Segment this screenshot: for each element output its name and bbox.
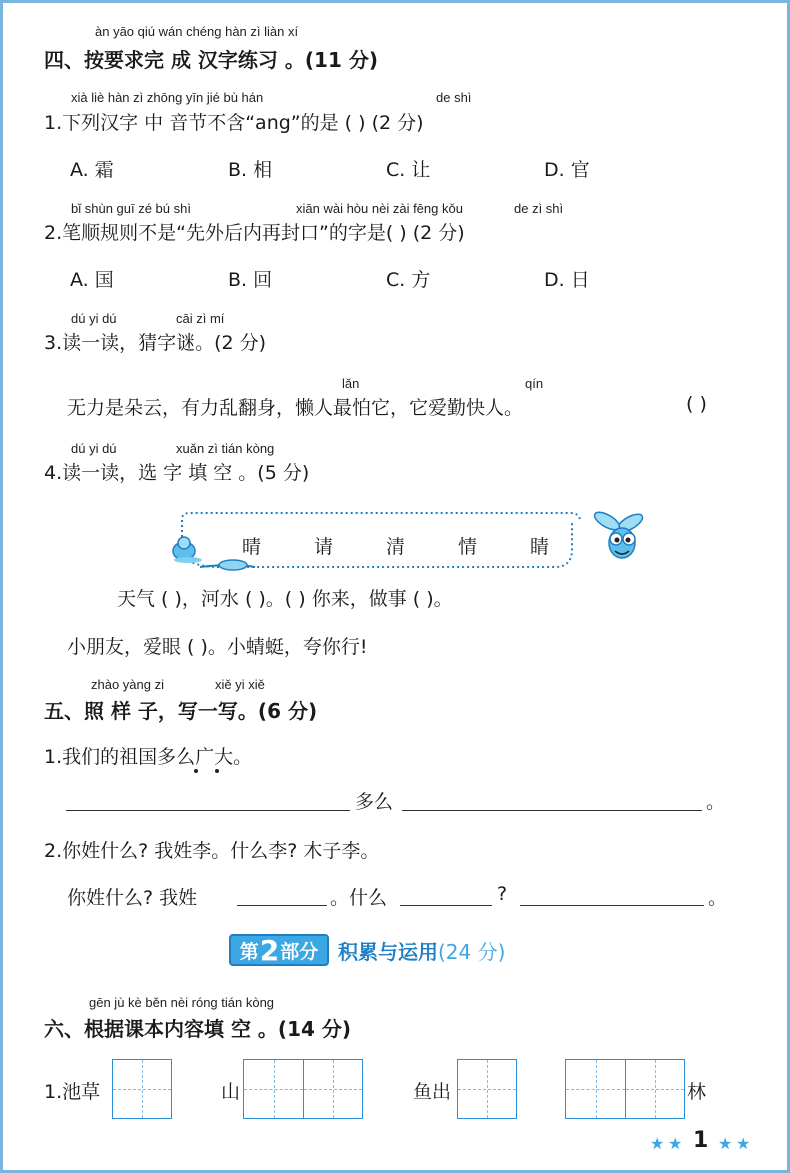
example-sentence: 2.你姓什么? 我姓李。什么李? 木子李。 <box>44 840 380 862</box>
dragonfly-icon <box>592 509 645 558</box>
option-b: B. 回 <box>228 269 273 291</box>
star-icon: ★ <box>650 1134 665 1153</box>
question-2: 2.笔顺规则不是“先外后内再封口”的字是( ) (2 分) <box>44 222 465 244</box>
fill-line-2[interactable]: 小朋友，爱眼 ( )。小蜻蜓，夸你行! <box>67 636 368 658</box>
option-c: C. 让 <box>386 159 431 181</box>
section-4-title: 四、按要求完 成 汉字练习 。(11 分) <box>44 48 378 72</box>
question-text: 1.池草 <box>44 1081 101 1103</box>
pinyin: zhào yàng zi <box>91 677 164 692</box>
example-sentence: 1.我们的祖国多么广大。 <box>44 746 253 768</box>
pinyin: gēn jù kè běn nèi róng tián kòng <box>89 995 275 1010</box>
part-score: (24 分) <box>438 940 506 964</box>
writing-grid[interactable] <box>565 1059 685 1119</box>
star-icon: ★ <box>668 1134 683 1153</box>
choice-word: 请 <box>314 536 334 558</box>
pinyin: dú yi dú <box>71 311 117 326</box>
writing-grid[interactable] <box>457 1059 517 1119</box>
question-text: 林 <box>687 1081 707 1103</box>
question-text: 山 <box>221 1081 241 1103</box>
pinyin: dú yi dú <box>71 441 117 456</box>
part-suffix: 部分 <box>280 940 319 963</box>
choice-word: 清 <box>386 536 406 558</box>
prompt-text: 。什么 <box>330 887 388 909</box>
pinyin: xià liè hàn zì zhōng yīn jié bù hán <box>71 90 264 105</box>
part-number: 2 <box>259 933 280 967</box>
option-d: D. 官 <box>544 159 590 181</box>
star-icon: ★ <box>736 1134 751 1153</box>
choice-word: 睛 <box>530 536 550 558</box>
option-c: C. 方 <box>386 269 431 291</box>
part-title-text: 积累与运用 <box>338 940 438 964</box>
answer-blank[interactable]: ( ) <box>686 393 707 415</box>
star-icon: ★ <box>718 1134 733 1153</box>
option-a: A. 国 <box>70 269 114 291</box>
writing-grid[interactable] <box>243 1059 363 1119</box>
pinyin: àn yāo qiú wán chéng hàn zì liàn xí <box>95 24 299 39</box>
answer-line[interactable] <box>402 810 702 811</box>
answer-line[interactable] <box>237 905 327 906</box>
period: 。 <box>706 791 726 813</box>
pinyin: xiě yi xiě <box>215 677 265 692</box>
answer-line[interactable] <box>520 905 704 906</box>
choice-word: 晴 <box>242 536 262 558</box>
section-5-title: 五、照 样 子，写一写。(6 分) <box>44 699 318 723</box>
part-badge <box>229 934 329 966</box>
option-b: B. 相 <box>228 159 273 181</box>
keyword: 多么 <box>355 791 394 813</box>
pinyin: lǎn <box>342 376 360 391</box>
writing-grid[interactable] <box>112 1059 172 1119</box>
question-1: 1.下列汉字 中 音节不含“ang”的是 ( ) (2 分) <box>44 112 424 134</box>
pinyin: de zì shì <box>514 201 564 216</box>
period: 。 <box>708 887 728 909</box>
question-4: 4.读一读，选 字 填 空 。(5 分) <box>44 462 310 484</box>
page-number: 1 <box>693 1128 709 1153</box>
answer-line[interactable] <box>66 810 350 811</box>
prompt-text: ? <box>497 883 508 905</box>
section-6-title: 六、根据课本内容填 空 。(14 分) <box>44 1017 352 1041</box>
part-title <box>338 936 505 965</box>
fill-line-1[interactable]: 天气 ( )，河水 ( )。( ) 你来，做事 ( )。 <box>117 588 453 610</box>
pinyin: de shì <box>436 90 472 105</box>
pinyin: cāi zì mí <box>176 311 225 326</box>
pinyin: xuǎn zì tián kòng <box>176 441 275 456</box>
pinyin: xiān wài hòu nèi zài fēng kǒu <box>296 201 463 216</box>
prompt-text: 你姓什么? 我姓 <box>67 887 198 909</box>
option-d: D. 日 <box>544 269 590 291</box>
option-a: A. 霜 <box>70 159 114 181</box>
question-3: 3.读一读，猜字谜。(2 分) <box>44 332 267 354</box>
choice-word: 情 <box>458 536 478 558</box>
answer-line[interactable] <box>400 905 492 906</box>
pinyin: qín <box>525 376 544 391</box>
pinyin: bǐ shùn guī zé bú shì <box>71 201 191 216</box>
emphasis-dot <box>215 769 219 773</box>
emphasis-dot <box>194 769 198 773</box>
part-prefix: 第 <box>239 940 259 963</box>
riddle-text: 无力是朵云，有力乱翻身，懒人最怕它，它爱勤快人。 <box>67 397 524 419</box>
question-text: 鱼出 <box>413 1081 452 1103</box>
